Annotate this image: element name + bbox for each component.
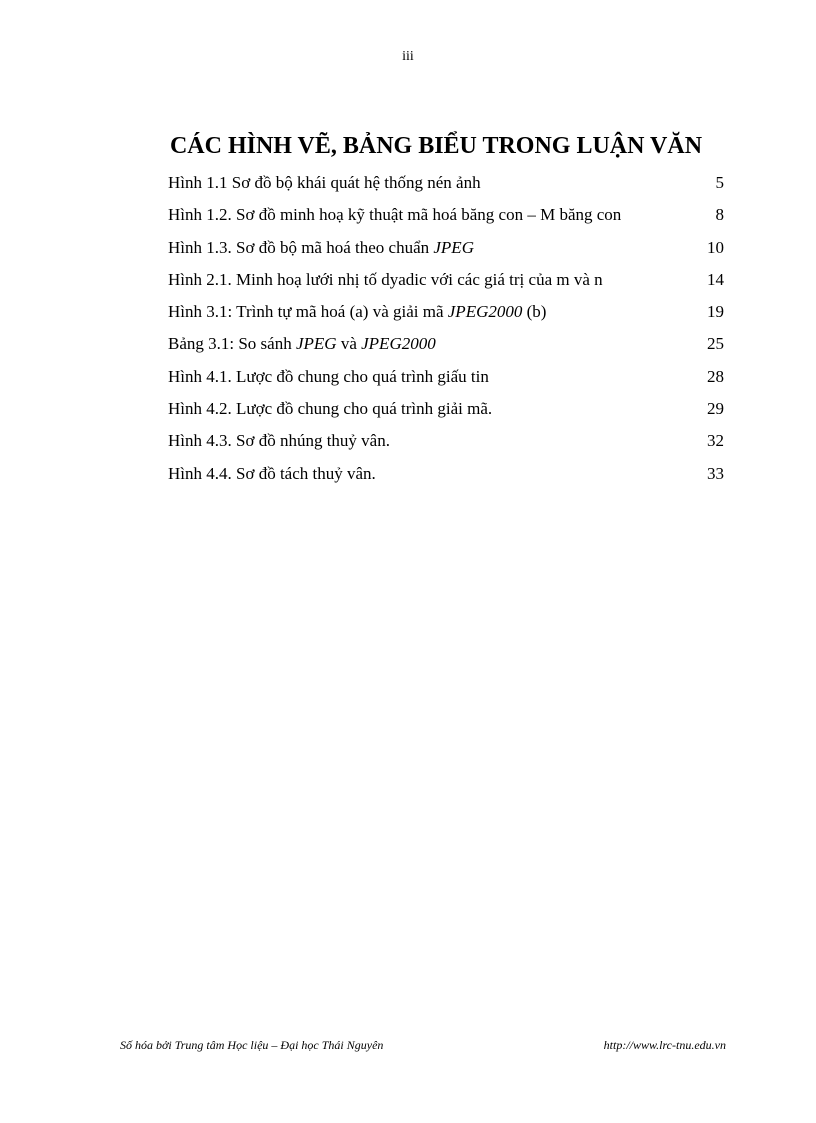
list-item [168, 170, 728, 202]
entry-page-number: 25 [707, 334, 724, 354]
list-item [168, 267, 728, 299]
entry-page-number: 28 [707, 366, 724, 386]
list-item [168, 235, 728, 267]
entry-label: Hình 1.3. Sơ đồ bộ mã hoá theo chuẩn JPEG [168, 237, 474, 257]
entry-page-number: 14 [707, 269, 724, 289]
entry-page-number: 10 [707, 237, 724, 257]
entry-page-number: 32 [707, 431, 724, 451]
entry-page-number: 29 [707, 399, 724, 419]
figure-list [168, 170, 728, 493]
entry-page-number: 8 [715, 205, 724, 225]
entry-label: Hình 4.1. Lược đồ chung cho quá trình giấu tin [168, 366, 489, 386]
list-item [168, 331, 728, 363]
footer-credit: Số hóa bởi Trung tâm Học liệu – Đại học Thái Nguyên [120, 1038, 384, 1052]
entry-label: Hình 3.1: Trình tự mã hoá (a) và giải mã JPEG2000 (b) [168, 302, 547, 322]
footer-url: http://www.lrc-tnu.edu.vn [603, 1038, 726, 1052]
list-item [168, 428, 728, 460]
entry-label: Hình 4.2. Lược đồ chung cho quá trình giải mã. [168, 399, 493, 419]
list-item [168, 202, 728, 234]
list-item [168, 396, 728, 428]
entry-label: Hình 4.4. Sơ đồ tách thuỷ vân. [168, 463, 376, 483]
entry-label: Hình 1.2. Sơ đồ minh hoạ kỹ thuật mã hoá băng con – M băng con [168, 205, 622, 225]
list-item [168, 364, 728, 396]
page-title: CÁC HÌNH VẼ, BẢNG BIỂU TRONG LUẬN VĂN [169, 133, 703, 159]
entry-label: Hình 4.3. Sơ đồ nhúng thuỷ vân. [168, 431, 390, 451]
list-item [168, 461, 728, 493]
entry-label: Hình 1.1 Sơ đồ bộ khái quát hệ thống nén ảnh [168, 173, 481, 192]
entry-page-number: 33 [707, 463, 724, 483]
entry-label: Hình 2.1. Minh hoạ lưới nhị tố dyadic với các giá trị của m và n [168, 269, 603, 289]
entry-page-number: 5 [715, 173, 724, 192]
entry-page-number: 19 [707, 302, 724, 322]
page-number: iii [402, 49, 414, 64]
entry-label: Bảng 3.1: So sánh JPEG và JPEG2000 [168, 334, 436, 354]
list-item [168, 299, 728, 331]
